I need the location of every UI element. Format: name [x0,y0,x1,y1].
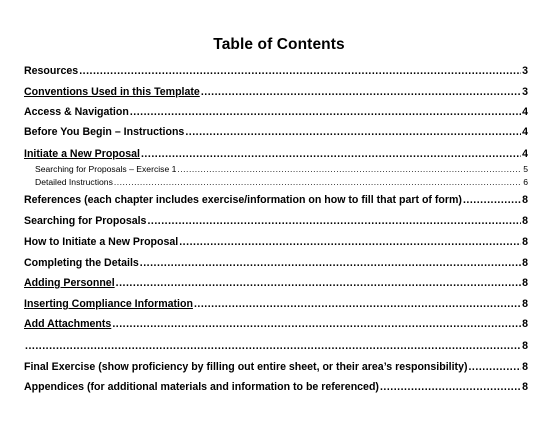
toc-entry-label: Add Attachments [24,318,112,330]
toc-entry-blank[interactable] [24,340,528,353]
dot-leader [114,177,521,188]
toc-page-number: 8 [522,340,528,352]
toc-page-number: 3 [522,65,528,77]
toc-page-number: 8 [522,194,528,206]
dot-leader [177,164,521,175]
dot-leader [141,148,521,161]
dot-leader [116,277,521,290]
toc-page-number: 8 [522,215,528,227]
toc-entry-access-navigation[interactable] [24,106,528,119]
toc-entry-searching-proposals[interactable] [24,215,528,228]
toc-entry-label: Detailed Instructions [35,177,113,187]
dot-leader [140,257,521,270]
toc-subentry-searching-exercise[interactable] [35,164,528,175]
dot-leader [130,106,521,119]
dot-leader [179,236,521,249]
dot-leader [112,318,521,331]
toc-page-number: 4 [522,148,528,160]
dot-leader [201,86,521,99]
dot-leader [468,361,521,374]
toc-entry-references[interactable] [24,194,528,207]
toc-entry-label: Appendices (for additional materials and information to be referenced) [24,381,379,393]
toc-page-number: 6 [523,177,528,187]
toc-entry-add-attachments[interactable] [24,318,528,331]
toc-page-number: 8 [522,236,528,248]
toc-subentry-detailed-instructions[interactable] [35,177,528,188]
toc-page-number: 4 [522,106,528,118]
toc-entry-label: References (each chapter includes exercise/information on how to fill that part of form) [24,194,462,206]
toc-entry-label: Inserting Compliance Information [24,298,193,310]
dot-leader [25,340,521,353]
toc-entry-label: Searching for Proposals [24,215,147,227]
toc-entry-label: Final Exercise (show proficiency by filling out entire sheet, or their area’s responsibility) [24,361,468,373]
toc-entry-initiate-proposal[interactable] [24,148,528,161]
toc-entry-label: Initiate a New Proposal [24,148,140,160]
toc-page-number: 4 [522,126,528,138]
toc-entry-label: Conventions Used in this Template [24,86,200,98]
toc-entry-resources[interactable] [24,65,528,78]
toc-page-number: 8 [522,381,528,393]
toc-entry-label: Adding Personnel [24,277,115,289]
toc-page-number: 8 [522,318,528,330]
toc-entry-label: Completing the Details [24,257,139,269]
toc-entry-label: Searching for Proposals – Exercise 1 [35,164,177,174]
toc-entry-appendices[interactable] [24,381,528,394]
toc-entry-label: Access & Navigation [24,106,129,118]
toc-entry-label: Resources [24,65,79,77]
toc-page-number: 8 [522,277,528,289]
toc-page-number: 5 [523,164,528,174]
toc-entry-adding-personnel[interactable] [24,277,528,290]
toc-page-number: 8 [522,361,528,373]
toc-entry-how-to-initiate[interactable] [24,236,528,249]
toc-entry-label: How to Initiate a New Proposal [24,236,179,248]
dot-leader [194,298,521,311]
toc-entry-label: Before You Begin – Instructions [24,126,185,138]
dot-leader [185,126,521,139]
toc-page-number: 8 [522,257,528,269]
toc-entry-compliance[interactable] [24,298,528,311]
dot-leader [463,194,521,207]
toc-entry-before-you-begin[interactable] [24,126,528,139]
toc-page-number: 3 [522,86,528,98]
page-title: Table of Contents [213,36,345,53]
dot-leader [79,65,521,78]
toc-entry-completing-details[interactable] [24,257,528,270]
toc-page-number: 8 [522,298,528,310]
dot-leader [380,381,521,394]
toc-entry-conventions[interactable] [24,86,528,99]
dot-leader [147,215,521,228]
toc-entry-final-exercise[interactable] [24,361,528,374]
